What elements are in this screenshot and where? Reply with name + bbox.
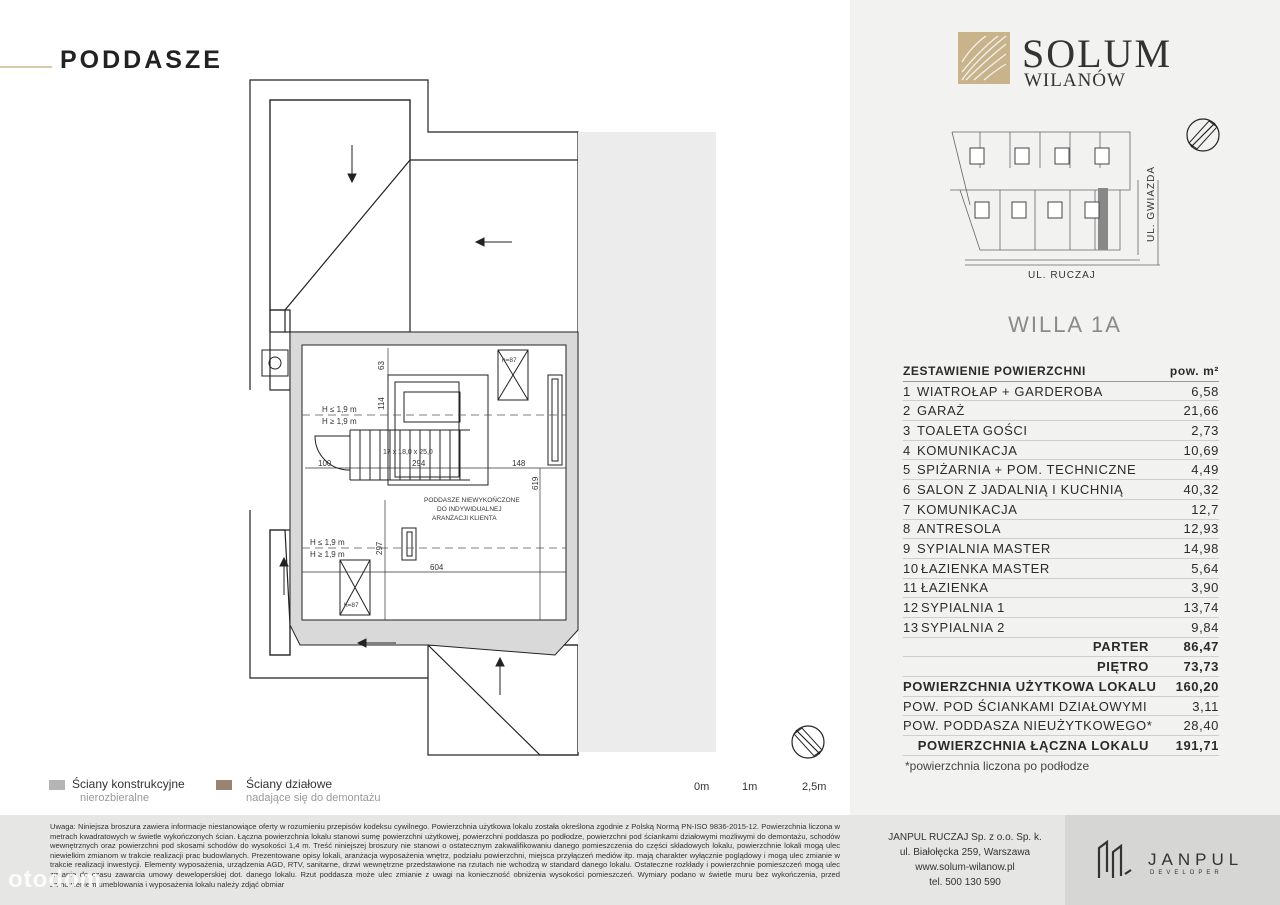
room-number: 9 [903,541,911,557]
disclaimer-text: Uwaga: Niniejsza broszura zawiera informacje niestanowiące oferty w rozumieniu przepisów kodeksu cywilnego. Powierzchnia użytkowa lokalu została określona zgodnie z Polską Normą PN-ISO 9836-2015-12. Powierzchnia liczona w metrach kwadratowych w świetle wykończonych ścian. Łączna powierzchnia lokalu stanowi sumę powierzchni użytkowej, powierzchni poddasza po podłodze, powierzchni pod ściankami działowymi możliwymi do demontażu, schodów wewnętrznych oraz powierzchni pod skosami schodów do wysokości 1,4 m. Treść niniejszej broszury nie stanowi o ostatecznym zakwalifikowaniu danego pomieszczenia do części składowych lokalu, powierzchnie lokali mogą ulec niewielkim zmianom w trakcie realizacji prac budowlanych. Prezentowane opisy lokali, aranżacja wyposażenia wnętrz, podziału powierzchni, miejsca przyłączeń mediów itp. mają charakter wyłącznie poglądowy i mogą ulec zmianie w trakcie realizacji inwestycji. Elementy wyposażenia, urządzenia AGD, RTV, sanitarne, drzwi wewnętrzne przedstawione na rzutach nie wchodzą w standard danego lokalu. Ostateczne rozkłady i powierzchnie pomieszczeń mogą ulec zmianie do czasu zawarcia umowy deweloperskiej dot. danego lokalu. Rzut poddasza może ulec zmianie z uwagi na konieczność obniżenia wysokości pomieszczeń. Wymiary podano w świetle muru bez wykończenia, przed zamówieniem umeblowania i wyposażenia lokalu należy zdjąć obmiar [50,822,840,889]
room-area: 12,93 [1183,521,1219,537]
table-header-label: ZESTAWIENIE POWIERZCHNI [903,364,1086,379]
dim-294: 294 [412,459,426,468]
height-label-le-top: H ≤ 1,9 m [322,405,357,414]
title-accent-line [0,66,52,68]
pietro-value: 73,73 [1183,659,1219,675]
room-number: 5 [903,462,911,478]
table-row [903,460,1219,480]
structural-wall [290,332,578,655]
room-area: 21,66 [1183,403,1219,419]
unit-highlight [1098,188,1108,250]
watermark: otodom [8,866,102,893]
developer-subtitle: DEVELOPER [1150,870,1223,876]
chimney [262,350,288,376]
room-label: SYPIALNIA MASTER [917,541,1051,557]
room-area: 5,64 [1191,560,1219,576]
room-name [903,462,1136,477]
room-area: 2,73 [1191,422,1219,438]
area-table [903,362,1219,756]
legend-swatch-partition [216,780,232,790]
legend-structural-sub: nierozbieralne [80,792,150,804]
room-area: 10,69 [1183,442,1219,458]
dim-63: 63 [377,361,386,370]
room-label: SYPIALNIA 1 [921,600,1005,616]
solum-leaf-logo-icon [956,30,1012,86]
site-compass-icon [1187,119,1219,151]
room-number: 11 [903,580,918,596]
dim-100: 100 [318,459,332,468]
sum-row-parter [903,638,1219,658]
room-number: 12 [903,600,919,616]
page-title: PODDASZE [60,46,223,74]
room-label: SYPIALNIA 2 [921,619,1005,635]
scale-2: 2,5m [802,781,827,793]
legend-partition-sub: nadające się do demontażu [246,792,381,804]
room-area: 12,7 [1191,501,1219,517]
room-name [903,423,1028,438]
attic-value: 28,40 [1183,718,1219,734]
room-label: SPIŻARNIA + POM. TECHNICZNE [917,462,1137,478]
dim-148: 148 [512,459,526,468]
dim-114: 114 [377,397,386,410]
table-row [903,539,1219,559]
table-row [903,421,1219,441]
room-number: 13 [903,619,919,635]
legend-partition-label: Ściany działowe [246,777,333,791]
company-website[interactable]: www.solum-wilanow.pl [915,862,1015,873]
room-label: ANTRESOLA [917,521,1002,537]
room-name [903,502,1018,517]
usable-label: POWIERZCHNIA UŻYTKOWA LOKALU [903,678,1157,694]
attic-label: POW. PODDASZA NIEUŻYTKOWEGO* [903,718,1153,734]
side-cabinet [548,375,562,465]
company-name: JANPUL RUCZAJ Sp. z o.o. Sp. k. [888,832,1042,843]
parter-value: 86,47 [1183,639,1219,655]
table-row [903,579,1219,599]
room-label: KOMUNIKACJA [917,442,1018,458]
walls-label: POW. POD ŚCIANKAMI DZIAŁOWYMI [903,698,1148,714]
room-name [903,541,1051,556]
room-area: 6,58 [1191,383,1219,399]
table-row [903,559,1219,579]
height-label-ge-bottom: H ≥ 1,9 m [310,550,345,559]
table-row [903,618,1219,638]
room-number: 3 [903,422,911,438]
room-number: 8 [903,521,911,537]
room-name [903,521,1001,536]
attic-note-3: ARANŻACJI KLIENTA [432,515,497,522]
company-phone: tel. 500 130 590 [929,877,1001,888]
room-name [903,482,1123,497]
room-area: 3,90 [1191,580,1219,596]
dim-619: 619 [531,476,540,490]
room-name [903,580,989,595]
table-row [903,598,1219,618]
table-row [903,500,1219,520]
developer-name: JANPUL [1148,850,1244,869]
attic-note-2: DO INDYWIDUALNEJ [437,506,502,513]
total-value: 191,71 [1175,737,1219,753]
sum-row-total [903,736,1219,756]
room-label: ŁAZIENKA MASTER [921,560,1050,576]
site-map [940,110,1230,300]
company-info [850,830,1080,890]
room-name [903,443,1018,458]
scale-0: 0m [694,781,710,793]
attic-note-1: PODDASZE NIEWYKOŃCZONE [424,497,520,504]
pietro-label: PIĘTRO [1097,659,1149,675]
room-number: 6 [903,481,911,497]
room-label: KOMUNIKACJA [917,501,1018,517]
room-number: 7 [903,501,911,517]
room-name [903,561,1050,576]
parter-label: PARTER [1092,639,1149,655]
window-top-h: h=87 [502,357,517,364]
room-area: 13,74 [1183,600,1219,616]
room-area: 4,49 [1191,462,1219,478]
company-address: ul. Białołęcka 259, Warszawa [899,847,1031,858]
room-name [903,403,965,418]
brand-name: SOLUM [1022,31,1173,76]
villa-title: WILLA 1A [1008,312,1122,337]
table-header-unit: pow. m² [1169,364,1219,379]
legend-swatch-structural [49,780,65,790]
room-number: 2 [903,403,911,419]
street-ruczaj: UL. RUCZAJ [1028,270,1096,281]
stairs-label: 17 x 18,0 x 25,0 [383,449,433,456]
room-number: 4 [903,442,911,458]
height-label-le-bottom: H ≤ 1,9 m [310,538,345,547]
vent [402,528,416,560]
room-number: 10 [903,560,919,576]
height-label-ge-top: H ≥ 1,9 m [322,417,357,426]
scale-1: 1m [742,781,758,793]
table-row [903,382,1219,402]
table-row [903,480,1219,500]
legend-structural-label: Ściany konstrukcyjne [72,777,185,791]
room-number: 1 [903,383,911,399]
usable-value: 160,20 [1175,678,1219,694]
table-row [903,520,1219,540]
street-gwiazda: UL. GWIAZDA [1146,165,1157,242]
window-bottom-h: h=87 [344,602,359,609]
footnote: *powierzchnia liczona po podłodze [905,759,1090,773]
table-row [903,401,1219,421]
total-label: POWIERZCHNIA ŁĄCZNA LOKALU [917,737,1149,753]
floor-plan [0,70,850,790]
table-row [903,441,1219,461]
room-label: TOALETA GOŚCI [917,422,1028,438]
compass-icon [792,726,824,758]
janpul-logo-icon [1095,838,1135,882]
room-name [903,384,1103,399]
dim-604: 604 [430,563,444,572]
room-area: 9,84 [1191,619,1219,635]
sum-row-walls [903,697,1219,717]
room-area: 40,32 [1183,481,1219,497]
sum-row-attic [903,716,1219,736]
room-name [903,600,1005,615]
room-label: GARAŻ [917,403,965,419]
room-label: ŁAZIENKA [921,580,989,596]
walls-value: 3,11 [1192,698,1219,714]
room-area: 14,98 [1183,541,1219,557]
dim-297: 297 [375,541,384,555]
sum-row-usable [903,677,1219,697]
room-label: WIATROŁAP + GARDEROBA [917,383,1103,399]
neighbor-strip [578,132,716,752]
room-label: SALON Z JADALNIĄ I KUCHNIĄ [917,481,1124,497]
table-header [903,362,1219,382]
sum-row-pietro [903,657,1219,677]
brand-subtitle: WILANÓW [1024,70,1126,91]
room-name [903,620,1005,635]
